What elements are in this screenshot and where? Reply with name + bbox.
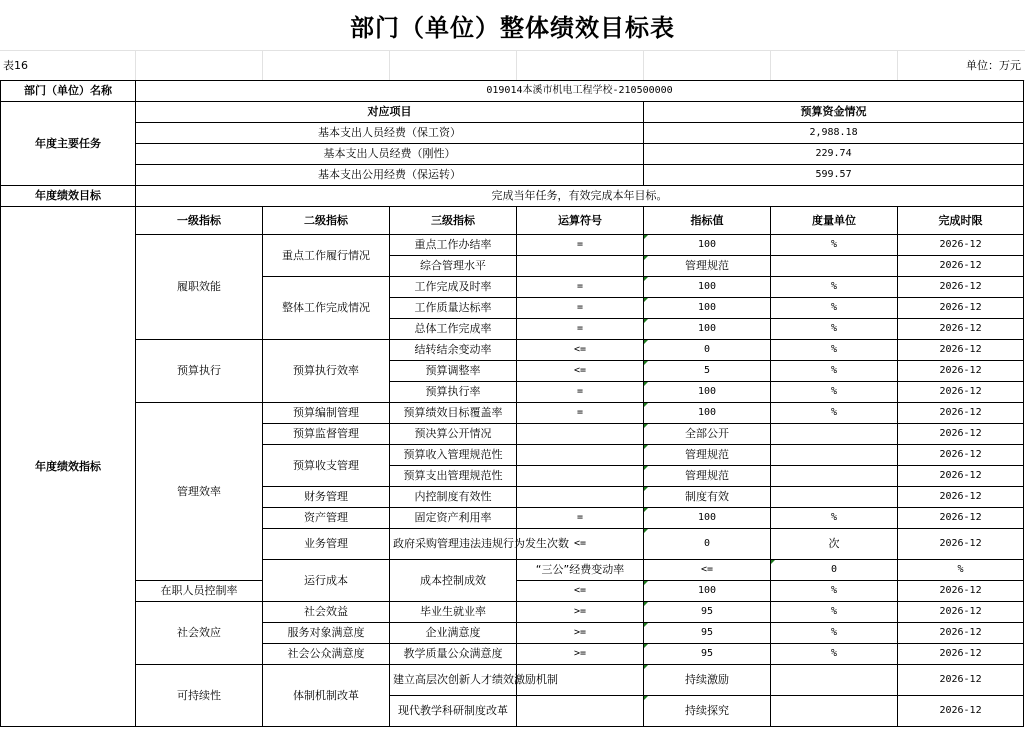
task-col-project: 对应项目 xyxy=(136,102,644,123)
task-amount: 2,988.18 xyxy=(644,123,1024,144)
level3-cell: 内控制度有效性 xyxy=(390,487,517,508)
level3-cell: 综合管理水平 xyxy=(390,256,517,277)
level2-cell: 服务对象满意度 xyxy=(263,623,390,644)
deadline-cell: 2026-12 xyxy=(898,696,1024,727)
operator-cell xyxy=(517,256,644,277)
unit-cell: % xyxy=(771,508,898,529)
dept-row xyxy=(1,81,1024,102)
unit-cell: % xyxy=(771,602,898,623)
level2-cell: 预算编制管理 xyxy=(263,403,390,424)
level2-cell: 财务管理 xyxy=(263,487,390,508)
deadline-cell: 2026-12 xyxy=(898,382,1024,403)
value-cell: 100 xyxy=(644,277,771,298)
operator-cell: <= xyxy=(517,529,644,560)
task-header-row xyxy=(1,102,1024,123)
value-cell: 100 xyxy=(644,382,771,403)
level3-cell: 结转结余变动率 xyxy=(390,340,517,361)
deadline-cell: 2026-12 xyxy=(898,340,1024,361)
unit-cell: % xyxy=(771,644,898,665)
unit-cell xyxy=(771,424,898,445)
unit-cell: % xyxy=(771,319,898,340)
task-name: 基本支出公用经费（保运转） xyxy=(136,165,644,186)
operator-cell: >= xyxy=(517,602,644,623)
level2-cell: 资产管理 xyxy=(263,508,390,529)
unit-cell: % xyxy=(771,581,898,602)
level1-cell: 预算执行 xyxy=(136,340,263,403)
goal-value: 完成当年任务，有效完成本年目标。 xyxy=(136,186,1024,207)
unit-cell: % xyxy=(771,403,898,424)
task-row xyxy=(1,165,1024,186)
operator-cell: = xyxy=(517,277,644,298)
level2-cell: 社会效益 xyxy=(263,602,390,623)
value-cell: 0 xyxy=(644,340,771,361)
header-unit: 度量单位 xyxy=(771,207,898,235)
operator-cell xyxy=(517,696,644,727)
level3-cell: 教学质量公众满意度 xyxy=(390,644,517,665)
gridline xyxy=(389,50,390,80)
indicator-label: 年度绩效指标 xyxy=(1,207,136,727)
value-cell: 持续激励 xyxy=(644,665,771,696)
task-amount: 229.74 xyxy=(644,144,1024,165)
unit-cell: % xyxy=(771,298,898,319)
dept-label: 部门（单位）名称 xyxy=(1,81,136,102)
level1-cell: 履职效能 xyxy=(136,235,263,340)
value-cell: 100 xyxy=(644,319,771,340)
level2-cell: 成本控制成效 xyxy=(390,560,517,602)
deadline-cell: 2026-12 xyxy=(898,298,1024,319)
dept-value: 019014本溪市机电工程学校-210500000 xyxy=(136,81,1024,102)
value-cell: 95 xyxy=(644,602,771,623)
header-value: 指标值 xyxy=(644,207,771,235)
value-cell: 0 xyxy=(644,529,771,560)
unit-cell xyxy=(771,665,898,696)
level3-cell: 重点工作办结率 xyxy=(390,235,517,256)
deadline-cell: 2026-12 xyxy=(898,466,1024,487)
deadline-cell: 2026-12 xyxy=(898,665,1024,696)
level3-cell: 总体工作完成率 xyxy=(390,319,517,340)
deadline-cell: 2026-12 xyxy=(898,235,1024,256)
level3-cell: 毕业生就业率 xyxy=(390,602,517,623)
indicator-header-row xyxy=(1,207,1024,235)
deadline-cell: 2026-12 xyxy=(898,487,1024,508)
task-row xyxy=(1,123,1024,144)
header-operator: 运算符号 xyxy=(517,207,644,235)
value-cell: 100 xyxy=(644,403,771,424)
deadline-cell: 2026-12 xyxy=(898,319,1024,340)
gridline xyxy=(770,50,771,80)
unit-cell xyxy=(771,487,898,508)
gridline xyxy=(516,50,517,80)
level2-cell: 预算执行效率 xyxy=(263,340,390,403)
operator-cell: <= xyxy=(517,581,644,602)
value-cell: 100 xyxy=(644,298,771,319)
operator-cell: <= xyxy=(517,340,644,361)
level3-cell: 政府采购管理违法违规行为发生次数 xyxy=(390,529,517,560)
unit-cell: % xyxy=(771,277,898,298)
value-cell: 管理规范 xyxy=(644,445,771,466)
indicator-row xyxy=(1,602,1024,623)
unit-cell: % xyxy=(771,361,898,382)
level3-cell: 工作质量达标率 xyxy=(390,298,517,319)
deadline-cell: 2026-12 xyxy=(898,644,1024,665)
value-cell: 95 xyxy=(644,623,771,644)
level1-cell: 社会效应 xyxy=(136,602,263,665)
gridline xyxy=(897,50,898,80)
header-level3: 三级指标 xyxy=(390,207,517,235)
operator-cell: >= xyxy=(517,623,644,644)
unit-cell: % xyxy=(898,560,1024,581)
level2-cell: 整体工作完成情况 xyxy=(263,277,390,340)
operator-cell: = xyxy=(517,508,644,529)
deadline-cell: 2026-12 xyxy=(898,256,1024,277)
unit-cell xyxy=(771,696,898,727)
goal-label: 年度绩效目标 xyxy=(1,186,136,207)
deadline-cell: 2026-12 xyxy=(898,277,1024,298)
operator-cell: = xyxy=(517,235,644,256)
level3-cell: “三公”经费变动率 xyxy=(517,560,644,581)
task-name: 基本支出人员经费（刚性） xyxy=(136,144,644,165)
level3-cell: 预算绩效目标覆盖率 xyxy=(390,403,517,424)
deadline-cell: 2026-12 xyxy=(898,403,1024,424)
value-cell: 0 xyxy=(771,560,898,581)
deadline-cell: 2026-12 xyxy=(898,602,1024,623)
indicator-row xyxy=(1,665,1024,696)
level2-cell: 重点工作履行情况 xyxy=(263,235,390,277)
deadline-cell: 2026-12 xyxy=(898,424,1024,445)
level3-cell: 固定资产利用率 xyxy=(390,508,517,529)
operator-cell: = xyxy=(517,403,644,424)
value-cell: 5 xyxy=(644,361,771,382)
unit-cell: % xyxy=(771,340,898,361)
gridline xyxy=(262,50,263,80)
level3-cell: 在职人员控制率 xyxy=(136,581,263,602)
performance-table xyxy=(0,80,1024,727)
header-deadline: 完成时限 xyxy=(898,207,1024,235)
task-amount: 599.57 xyxy=(644,165,1024,186)
level3-cell: 企业满意度 xyxy=(390,623,517,644)
level3-cell: 工作完成及时率 xyxy=(390,277,517,298)
level3-cell: 预决算公开情况 xyxy=(390,424,517,445)
operator-cell xyxy=(517,424,644,445)
level3-cell: 预算支出管理规范性 xyxy=(390,466,517,487)
value-cell: 管理规范 xyxy=(644,256,771,277)
value-cell: 持续探究 xyxy=(644,696,771,727)
gridline xyxy=(643,50,644,80)
deadline-cell: 2026-12 xyxy=(898,581,1024,602)
level3-cell: 预算执行率 xyxy=(390,382,517,403)
operator-cell: = xyxy=(517,382,644,403)
task-label: 年度主要任务 xyxy=(1,102,136,186)
indicator-row xyxy=(1,235,1024,256)
goal-row xyxy=(1,186,1024,207)
level3-cell: 预算收入管理规范性 xyxy=(390,445,517,466)
unit-cell: 次 xyxy=(771,529,898,560)
gridline xyxy=(135,50,136,80)
indicator-row xyxy=(1,340,1024,361)
value-cell: 95 xyxy=(644,644,771,665)
operator-cell: = xyxy=(517,319,644,340)
value-cell: 100 xyxy=(644,508,771,529)
deadline-cell: 2026-12 xyxy=(898,508,1024,529)
unit-cell: % xyxy=(771,235,898,256)
page-title: 部门（单位）整体绩效目标表 xyxy=(350,12,675,42)
level3-cell: 现代教学科研制度改革 xyxy=(390,696,517,727)
value-cell: 管理规范 xyxy=(644,466,771,487)
deadline-cell: 2026-12 xyxy=(898,623,1024,644)
level1-cell: 运行成本 xyxy=(263,560,390,602)
unit-label: 单位：万元 xyxy=(966,59,1021,72)
operator-cell xyxy=(517,487,644,508)
level2-cell: 预算收支管理 xyxy=(263,445,390,487)
task-col-budget: 预算资金情况 xyxy=(644,102,1024,123)
gridline xyxy=(0,50,1025,51)
header-level1: 一级指标 xyxy=(136,207,263,235)
level3-cell: 建立高层次创新人才绩效激励机制 xyxy=(390,665,517,696)
table-number: 表16 xyxy=(3,59,28,72)
operator-cell xyxy=(517,466,644,487)
operator-cell: <= xyxy=(517,361,644,382)
level2-cell: 社会公众满意度 xyxy=(263,644,390,665)
level2-cell: 预算监督管理 xyxy=(263,424,390,445)
level1-cell: 可持续性 xyxy=(136,665,263,727)
task-row xyxy=(1,144,1024,165)
operator-cell: >= xyxy=(517,644,644,665)
level2-cell: 业务管理 xyxy=(263,529,390,560)
unit-cell xyxy=(771,256,898,277)
unit-cell: % xyxy=(771,623,898,644)
unit-cell xyxy=(771,445,898,466)
task-name: 基本支出人员经费（保工资） xyxy=(136,123,644,144)
deadline-cell: 2026-12 xyxy=(898,361,1024,382)
value-cell: 100 xyxy=(644,235,771,256)
unit-cell xyxy=(771,466,898,487)
operator-cell: <= xyxy=(644,560,771,581)
level2-cell: 体制机制改革 xyxy=(263,665,390,727)
operator-cell: = xyxy=(517,298,644,319)
value-cell: 制度有效 xyxy=(644,487,771,508)
header-level2: 二级指标 xyxy=(263,207,390,235)
level3-cell: 预算调整率 xyxy=(390,361,517,382)
value-cell: 全部公开 xyxy=(644,424,771,445)
indicator-row xyxy=(1,403,1024,424)
level1-cell: 管理效率 xyxy=(136,403,263,581)
operator-cell xyxy=(517,445,644,466)
value-cell: 100 xyxy=(644,581,771,602)
deadline-cell: 2026-12 xyxy=(898,445,1024,466)
deadline-cell: 2026-12 xyxy=(898,529,1024,560)
unit-cell: % xyxy=(771,382,898,403)
